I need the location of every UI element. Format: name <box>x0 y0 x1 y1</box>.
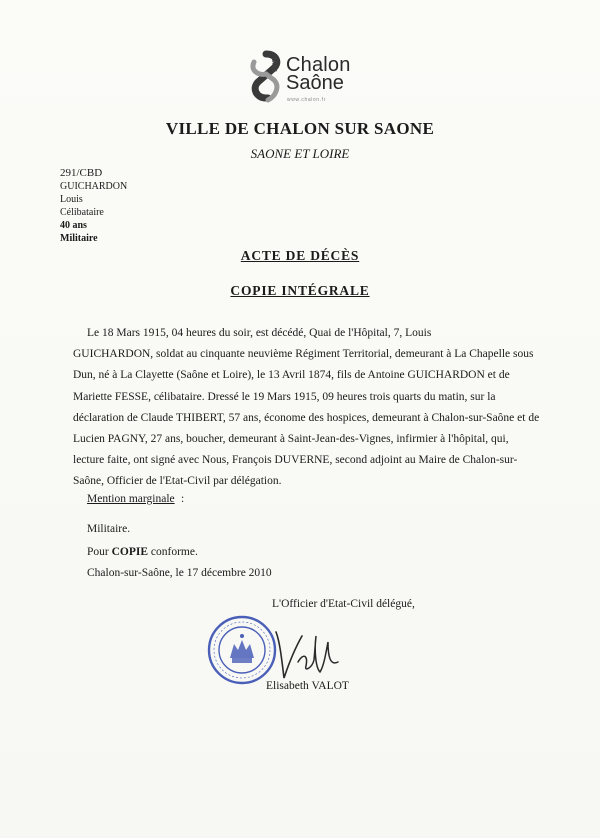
body-line: Mariette FESSE, célibataire. Dressé le 19 Mars 1915, 09 heures trois quarts du matin, sur la <box>73 390 496 403</box>
chalon-emblem-icon <box>246 50 286 108</box>
reference-status: Célibataire <box>60 207 104 218</box>
copy-title: COPIE INTÉGRALE <box>230 283 370 298</box>
mention-label: Mention marginale <box>87 493 175 505</box>
city-title: VILLE DE CHALON SUR SAONE <box>165 119 435 138</box>
body-line: Lucien PAGNY, 27 ans, boucher, demeurant à Saint-Jean-des-Vignes, infirmier à l'hôpital, qui, <box>73 433 509 446</box>
logo-word-sur: SUR <box>272 57 279 72</box>
body-line: Le 18 Mars 1915, 04 heures du soir, est décédé, Quai de l'Hôpital, 7, Louis <box>87 327 432 339</box>
signer-name: Elisabeth VALOT <box>266 680 349 692</box>
chalon-logo <box>246 50 376 110</box>
officer-title: L'Officier d'Etat-Civil délégué, <box>272 598 415 610</box>
body-line: GUICHARDON, soldat au cinquante neuvième Régiment Territorial, demeurant à La Chapelle sous <box>73 348 534 361</box>
act-body <box>73 323 540 493</box>
logo-word-saone: Saône <box>286 72 344 94</box>
reference-profession: Militaire <box>60 233 98 244</box>
body-line: déclaration de Claude THIBERT, 57 ans, économe des hospices, demeurant à Chalon-sur-Saône et de <box>73 411 540 424</box>
reference-surname: GUICHARDON <box>60 181 128 192</box>
logo-url: www.chalon.fr <box>287 97 326 103</box>
act-title: ACTE DE DÉCÈS <box>240 248 360 263</box>
mention-value: Militaire. <box>87 523 131 535</box>
reference-age: 40 ans <box>60 220 87 231</box>
copy-suffix: conforme. <box>148 546 198 558</box>
body-line: lecture faite, ont signé avec Nous, François DUVERNE, second adjoint au Maire de Chalon-sur- <box>73 454 518 467</box>
copy-prefix: Pour <box>87 546 112 558</box>
copy-conforme-line <box>87 546 198 558</box>
mention-colon: : <box>181 493 185 505</box>
body-line: Saône, Officier de l'Etat-Civil par délégation. <box>73 475 282 488</box>
reference-code: 291/CBD <box>60 167 103 179</box>
reference-block <box>60 167 127 245</box>
date-line: Chalon-sur-Saône, le 17 décembre 2010 <box>87 567 272 579</box>
department-subtitle: SAONE ET LOIRE <box>250 146 350 161</box>
body-line: Dun, né à La Clayette (Saône et Loire), le 13 Avril 1874, fils de Antoine GUICHARDON et de <box>73 369 510 382</box>
reference-firstname: Louis <box>60 194 83 205</box>
logo-word-chalon: Chalon <box>286 54 351 76</box>
copy-word: COPIE <box>111 546 149 558</box>
